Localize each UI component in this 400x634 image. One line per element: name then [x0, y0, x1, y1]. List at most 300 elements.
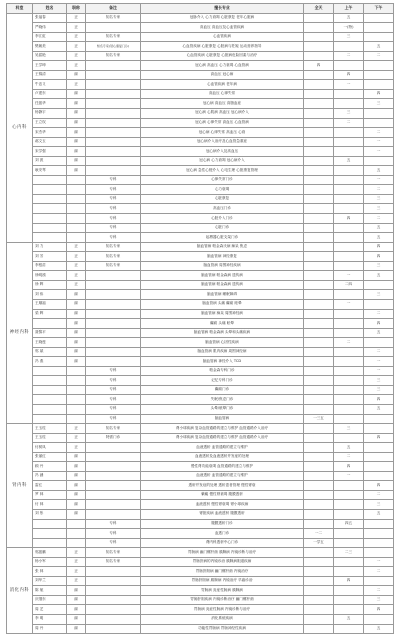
doctor-name: 郝文玉	[33, 137, 67, 147]
doctor-note: 知名专家	[86, 242, 141, 252]
slot-allday	[304, 261, 334, 271]
slot-afternoon: 四	[364, 89, 394, 99]
table-row	[7, 519, 394, 529]
table-row	[7, 185, 394, 195]
doctor-title: 副	[67, 338, 86, 348]
table-row	[7, 443, 394, 453]
slot-afternoon: 四	[364, 433, 394, 443]
doctor-specialty: 冠心病介入及高血压	[141, 147, 304, 157]
doctor-name: 郭 斌	[33, 347, 67, 357]
doctor-specialty: 心血管疾病	[141, 32, 304, 42]
department-cell: 肾内科	[7, 424, 33, 548]
table-row	[7, 156, 394, 166]
doctor-name	[33, 404, 67, 414]
slot-allday	[304, 366, 334, 376]
slot-morning: 一	[334, 471, 364, 481]
slot-allday	[304, 233, 334, 243]
doctor-specialty: 冠脉介入 心力衰竭 心脏康复 老年心脏病	[141, 13, 304, 23]
doctor-title: 正	[67, 42, 86, 52]
doctor-title: 副	[67, 299, 86, 309]
doctor-name: 宋学强	[33, 147, 67, 157]
doctor-title: 正	[67, 13, 86, 23]
doctor-note: 专科	[86, 185, 141, 195]
table-row	[7, 624, 394, 634]
doctor-note	[86, 490, 141, 500]
slot-afternoon: 五	[364, 624, 394, 634]
doctor-title: 正	[67, 576, 86, 586]
header-name: 姓名	[33, 4, 67, 14]
doctor-specialty: 冠心病 心肌病 高血压 冠心病介入	[141, 109, 304, 119]
doctor-name: 耿安琴	[33, 166, 67, 176]
department-cell: 消化内科	[7, 548, 33, 634]
slot-allday	[304, 280, 334, 290]
doctor-note	[86, 481, 141, 491]
slot-allday	[304, 424, 334, 434]
doctor-title	[67, 214, 86, 224]
doctor-note	[86, 605, 141, 615]
table-row	[7, 347, 394, 357]
slot-allday	[304, 204, 334, 214]
slot-afternoon: 一	[364, 557, 394, 567]
doctor-title: 正	[67, 261, 86, 271]
slot-allday	[304, 156, 334, 166]
slot-morning	[334, 194, 364, 204]
slot-allday	[304, 118, 334, 128]
doctor-title: 副	[67, 147, 86, 157]
doctor-title: 副	[67, 586, 86, 596]
doctor-title: 副	[67, 615, 86, 625]
doctor-title	[67, 233, 86, 243]
slot-morning	[334, 404, 364, 414]
slot-morning: 一	[334, 80, 364, 90]
doctor-specialty: 高血压 心律失常	[141, 89, 304, 99]
table-row	[7, 490, 394, 500]
slot-morning: 二	[334, 338, 364, 348]
doctor-note	[86, 471, 141, 481]
slot-afternoon	[364, 13, 394, 23]
table-row	[7, 252, 394, 262]
doctor-note	[86, 61, 141, 71]
doctor-title: 正	[67, 252, 86, 262]
doctor-note: 专科	[86, 529, 141, 539]
slot-morning: 三	[334, 32, 364, 42]
doctor-title: 副	[67, 624, 86, 634]
slot-morning: 五	[334, 615, 364, 625]
table-row	[7, 128, 394, 138]
doctor-note	[86, 615, 141, 625]
doctor-name: 冯 燕	[33, 357, 67, 367]
slot-afternoon: 三	[364, 204, 394, 214]
department-cell: 神经内科	[7, 242, 33, 423]
table-row	[7, 13, 394, 23]
slot-afternoon: 三	[364, 376, 394, 386]
doctor-specialty: 记忆专科门诊	[141, 376, 304, 386]
table-row	[7, 271, 394, 281]
slot-allday	[304, 70, 334, 80]
doctor-name: 吴韶艳	[33, 51, 67, 61]
slot-afternoon	[364, 443, 394, 453]
doctor-specialty: 脑血管病 肌肉疾病 周围神经病	[141, 347, 304, 357]
doctor-note: 专科	[86, 175, 141, 185]
doctor-title: 正	[67, 280, 86, 290]
doctor-title: 正	[67, 433, 86, 443]
doctor-note	[86, 328, 141, 338]
doctor-specialty: 脑血管病 心因性疾病	[141, 338, 304, 348]
doctor-note	[86, 567, 141, 577]
doctor-title: 副	[67, 471, 86, 481]
doctor-specialty: 胃肠病 幽门螺杆菌 胰腺病 内镜诊断与治疗	[141, 548, 304, 558]
doctor-specialty: 心血管疾病 心脏康复 心脏病与妊娠 运动营养指导	[141, 42, 304, 52]
doctor-name: 王晓莲	[33, 338, 67, 348]
slot-afternoon: 三	[364, 385, 394, 395]
slot-allday	[304, 385, 334, 395]
doctor-note	[86, 624, 141, 634]
doctor-specialty: 脑血管病 神经康复	[141, 252, 304, 262]
slot-allday	[304, 185, 334, 195]
doctor-note: 专科	[86, 404, 141, 414]
doctor-note: 知名专家	[86, 252, 141, 262]
doctor-name: 张福春	[33, 13, 67, 23]
slot-allday	[304, 452, 334, 462]
slot-morning	[334, 147, 364, 157]
slot-afternoon	[364, 70, 394, 80]
doctor-name	[33, 223, 67, 233]
slot-morning: 一	[334, 271, 364, 281]
doctor-name	[33, 175, 67, 185]
table-row	[7, 309, 394, 319]
slot-morning	[334, 166, 364, 176]
doctor-name: 牛忠义	[33, 80, 67, 90]
doctor-name: 李根苗	[33, 261, 67, 271]
slot-allday	[304, 299, 334, 309]
doctor-title: 副	[67, 109, 86, 119]
slot-allday	[304, 471, 334, 481]
slot-allday: 一二	[304, 529, 334, 539]
doctor-name: 刘 伟	[33, 290, 67, 300]
slot-morning: 五	[334, 13, 364, 23]
doctor-note	[86, 166, 141, 176]
doctor-specialty: 高血压 冠心病	[141, 70, 304, 80]
doctor-specialty: 高血压门诊	[141, 204, 304, 214]
slot-morning: 四	[334, 214, 364, 224]
slot-allday	[304, 490, 334, 500]
doctor-name	[33, 529, 67, 539]
slot-allday	[304, 252, 334, 262]
doctor-title: 副	[67, 118, 86, 128]
table-row	[7, 471, 394, 481]
slot-afternoon: 五	[364, 166, 394, 176]
doctor-title: 副	[67, 70, 86, 80]
slot-afternoon: 三	[364, 99, 394, 109]
table-row	[7, 338, 394, 348]
doctor-note: 知名专家	[86, 261, 141, 271]
table-row	[7, 23, 394, 33]
slot-morning: 四	[334, 576, 364, 586]
slot-morning	[334, 137, 364, 147]
doctor-name: 刘 波	[33, 156, 67, 166]
doctor-note: 专科	[86, 538, 141, 548]
slot-morning: 五	[334, 156, 364, 166]
outpatient-schedule-table	[6, 3, 394, 634]
doctor-title: 正	[67, 80, 86, 90]
doctor-specialty: 心血管疾病 心脏康复 心脏病危险因素与治疗	[141, 51, 304, 61]
doctor-specialty: 心脏介入门诊	[141, 214, 304, 224]
doctor-title	[67, 204, 86, 214]
slot-morning	[334, 557, 364, 567]
doctor-name: 刘 彤	[33, 509, 67, 519]
slot-morning: 一	[334, 299, 364, 309]
slot-afternoon	[364, 462, 394, 472]
slot-afternoon	[364, 280, 394, 290]
slot-allday	[304, 32, 334, 42]
doctor-specialty: 心律失常门诊	[141, 175, 304, 185]
doctor-name: 王玉柱	[33, 424, 67, 434]
slot-allday	[304, 109, 334, 119]
doctor-name: 张丽红	[33, 452, 67, 462]
slot-morning	[334, 357, 364, 367]
slot-allday	[304, 509, 334, 519]
table-row	[7, 385, 394, 395]
doctor-title	[67, 414, 86, 424]
doctor-name	[33, 414, 67, 424]
doctor-specialty: 血液透析 血管通路的建立与维护	[141, 443, 304, 453]
table-row	[7, 462, 394, 472]
slot-allday	[304, 481, 334, 491]
doctor-title: 副	[67, 500, 86, 510]
doctor-title	[67, 385, 86, 395]
doctor-specialty: 心脏康复	[141, 194, 304, 204]
table-row	[7, 99, 394, 109]
slot-allday	[304, 567, 334, 577]
doctor-name: 冯 涵	[33, 471, 67, 481]
slot-allday	[304, 624, 334, 634]
slot-morning	[334, 233, 364, 243]
doctor-note: 专科	[86, 376, 141, 386]
slot-allday	[304, 42, 334, 52]
doctor-note	[86, 70, 141, 80]
slot-afternoon	[364, 471, 394, 481]
doctor-note	[86, 338, 141, 348]
slot-afternoon: 一	[364, 366, 394, 376]
doctor-title: 副	[67, 290, 86, 300]
slot-afternoon: 二	[364, 347, 394, 357]
table-row	[7, 433, 394, 443]
slot-morning: 二	[334, 452, 364, 462]
slot-morning	[334, 366, 364, 376]
doctor-specialty: 冠心病 心律失常 高血压 心血管病	[141, 118, 304, 128]
doctor-note	[86, 290, 141, 300]
slot-allday	[304, 319, 334, 329]
slot-afternoon: 二	[364, 586, 394, 596]
doctor-specialty: 血液透析 慢性肾衰竭 肾小球疾病	[141, 500, 304, 510]
schedule-body	[7, 13, 394, 634]
doctor-title	[67, 395, 86, 405]
slot-morning	[334, 252, 364, 262]
slot-afternoon: 一	[364, 147, 394, 157]
doctor-specialty: 起搏器心脏支架门诊	[141, 233, 304, 243]
slot-afternoon: 二	[364, 185, 394, 195]
table-row	[7, 280, 394, 290]
doctor-note: 专科	[86, 414, 141, 424]
doctor-note: 专科	[86, 223, 141, 233]
doctor-note: 专科	[86, 395, 141, 405]
doctor-title: 副	[67, 328, 86, 338]
doctor-specialty: 胃肠病 炎症性肠病 胰腺病	[141, 586, 304, 596]
doctor-name: 樊朝美	[33, 42, 67, 52]
doctor-note	[86, 109, 141, 119]
table-row	[7, 319, 394, 329]
doctor-title	[67, 519, 86, 529]
slot-morning	[334, 347, 364, 357]
doctor-note	[86, 80, 141, 90]
doctor-specialty: 脑血管病	[141, 414, 304, 424]
doctor-name: 徐 辉	[33, 280, 67, 290]
doctor-name: 张 林	[33, 567, 67, 577]
doctor-specialty: 肾小球疾病 复杂血管通路的建立与维护 血管通路介入治疗	[141, 424, 304, 434]
doctor-note: 专科	[86, 194, 141, 204]
doctor-note: 知名专家	[86, 557, 141, 567]
doctor-name	[33, 376, 67, 386]
doctor-title: 正	[67, 242, 86, 252]
slot-morning	[334, 261, 364, 271]
header-pm: 下午	[364, 4, 394, 14]
doctor-name: 刘 力	[33, 242, 67, 252]
doctor-name: 付树凤	[33, 443, 67, 453]
slot-allday	[304, 500, 334, 510]
doctor-specialty: 脑血管病 头痛 癫痫 眩晕	[141, 299, 304, 309]
slot-afternoon: 五	[364, 404, 394, 414]
table-row	[7, 595, 394, 605]
table-row	[7, 328, 394, 338]
header-dept: 科室	[7, 4, 33, 14]
doctor-name: 李 明	[33, 615, 67, 625]
doctor-title: 正	[67, 567, 86, 577]
doctor-name	[33, 395, 67, 405]
slot-allday	[304, 223, 334, 233]
doctor-title	[67, 223, 86, 233]
doctor-title: 正	[67, 23, 86, 33]
table-row	[7, 42, 394, 52]
table-row	[7, 242, 394, 252]
slot-allday	[304, 166, 334, 176]
slot-allday	[304, 194, 334, 204]
slot-allday	[304, 51, 334, 61]
table-row	[7, 204, 394, 214]
slot-morning	[334, 586, 364, 596]
doctor-specialty: 脑血管病 睡眠障碍	[141, 290, 304, 300]
slot-allday	[304, 443, 334, 453]
doctor-specialty: 帕金森专科门诊	[141, 366, 304, 376]
doctor-note	[86, 347, 141, 357]
slot-morning	[334, 414, 364, 424]
slot-allday	[304, 175, 334, 185]
slot-afternoon	[364, 109, 394, 119]
table-row	[7, 89, 394, 99]
department-cell: 心内科	[7, 13, 33, 242]
slot-afternoon: 五	[364, 271, 394, 281]
table-row	[7, 500, 394, 510]
doctor-title: 副	[67, 481, 86, 491]
table-row	[7, 109, 394, 119]
doctor-note	[86, 137, 141, 147]
table-row	[7, 61, 394, 71]
doctor-title	[67, 185, 86, 195]
doctor-specialty: 肾脏疾病 血液透析 腹膜透析	[141, 509, 304, 519]
slot-afternoon	[364, 61, 394, 71]
doctor-specialty: 透析并发症的处理 透析患者管理 慢性肾衰	[141, 481, 304, 491]
doctor-specialty: 胃肠肝病的内镜诊治 胰腺病胆道疾病	[141, 557, 304, 567]
doctor-specialty: 冠心病 心力衰竭 冠心病介入	[141, 156, 304, 166]
doctor-specialty: 失眠/焦虑门诊	[141, 395, 304, 405]
table-row	[7, 51, 394, 61]
slot-afternoon	[364, 299, 394, 309]
doctor-note	[86, 280, 141, 290]
doctor-title	[67, 538, 86, 548]
table-row	[7, 586, 394, 596]
doctor-specialty: 头晕/眩晕门诊	[141, 404, 304, 414]
table-row	[7, 605, 394, 615]
doctor-title: 副	[67, 156, 86, 166]
slot-morning	[334, 309, 364, 319]
doctor-title	[67, 529, 86, 539]
doctor-specialty: 冠心病介入治疗及心血管急重症	[141, 137, 304, 147]
slot-morning	[334, 175, 364, 185]
doctor-name	[33, 319, 67, 329]
slot-allday	[304, 290, 334, 300]
doctor-name: 郭振鹏	[33, 548, 67, 558]
slot-afternoon: 五	[364, 42, 394, 52]
doctor-specialty: 脑血管病 痴呆 周围神经病	[141, 309, 304, 319]
table-row	[7, 414, 394, 424]
slot-allday	[304, 586, 334, 596]
doctor-specialty: 腹膜透析门诊	[141, 519, 304, 529]
doctor-note	[86, 118, 141, 128]
slot-afternoon	[364, 452, 394, 462]
table-row	[7, 290, 394, 300]
doctor-name: 徐明禧	[33, 271, 67, 281]
doctor-note: 专科	[86, 233, 141, 243]
doctor-title: 正	[67, 61, 86, 71]
doctor-specialty: 脑血管病 帕金森氏病 痴呆 焦虑	[141, 242, 304, 252]
doctor-note	[86, 89, 141, 99]
doctor-name: 王锦清	[33, 70, 67, 80]
slot-morning	[334, 376, 364, 386]
doctor-specialty: 功能性胃肠病 胃肠神经性疾病	[141, 624, 304, 634]
doctor-specialty: 冠心病 高血压 心力衰竭 心血管病	[141, 61, 304, 71]
slot-afternoon	[364, 118, 394, 128]
slot-morning	[334, 319, 364, 329]
doctor-name: 付 林	[33, 500, 67, 510]
slot-morning	[334, 89, 364, 99]
table-row	[7, 529, 394, 539]
slot-morning: 五	[334, 443, 364, 453]
slot-allday	[304, 89, 334, 99]
slot-allday	[304, 357, 334, 367]
table-row	[7, 175, 394, 185]
doctor-name	[33, 519, 67, 529]
slot-afternoon: 四	[364, 605, 394, 615]
doctor-title: 副	[67, 452, 86, 462]
slot-allday	[304, 462, 334, 472]
slot-allday	[304, 328, 334, 338]
doctor-note	[86, 357, 141, 367]
slot-morning: 二	[334, 51, 364, 61]
doctor-title	[67, 376, 86, 386]
doctor-specialty: 血液透析 血管通路的建立与维护	[141, 471, 304, 481]
slot-morning	[334, 529, 364, 539]
doctor-specialty: 血透门诊	[141, 529, 304, 539]
doctor-name	[33, 214, 67, 224]
